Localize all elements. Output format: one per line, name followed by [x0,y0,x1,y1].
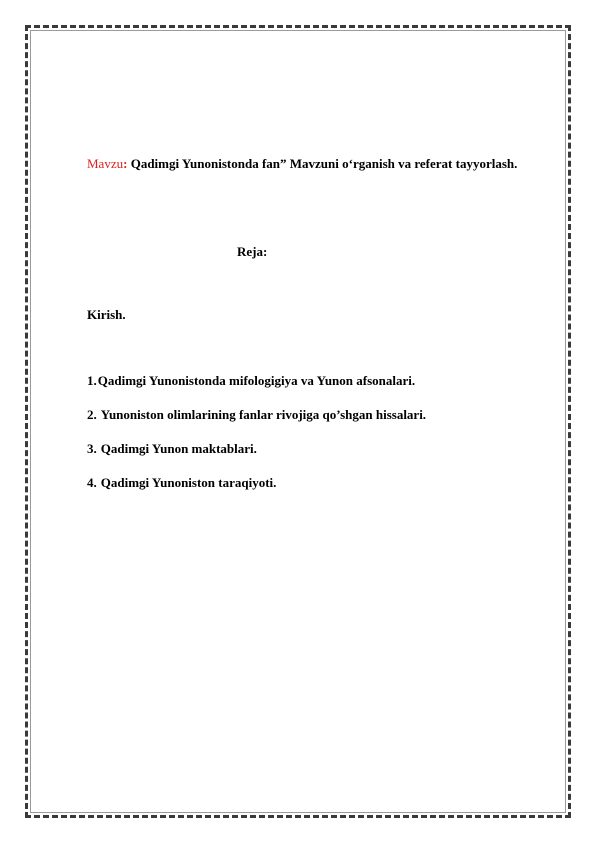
plan-item-text: Qadimgi Yunonistonda mifologigiya va Yunon afsonalari. [97,373,416,388]
topic-heading [87,154,533,173]
plan-item-4 [87,475,426,494]
topic-colon: : [123,156,128,171]
plan-item-text: Qadimgi Yunon maktablari. [100,441,257,456]
plan-item-text: Qadimgi Yunoniston taraqiyoti. [100,475,277,490]
intro-heading: Kirish. [87,307,126,322]
plan-item-1 [87,373,426,392]
plan-item-number: 2. [87,407,97,422]
plan-item-3 [87,441,426,460]
plan-item-number: 4. [87,475,97,490]
topic-text: Qadimgi Yunonistonda fan” Mavzuni o‘rganish va referat tayyorlash. [127,156,518,171]
plan-item-number: 3. [87,441,97,456]
plan-list [87,373,426,509]
plan-title: Reja: [237,244,268,259]
plan-item-2 [87,407,426,426]
plan-item-number: 1. [87,373,97,388]
plan-item-text: Yunoniston olimlarining fanlar rivojiga qo’shgan hissalari. [100,407,427,422]
topic-label: Mavzu [87,156,124,171]
